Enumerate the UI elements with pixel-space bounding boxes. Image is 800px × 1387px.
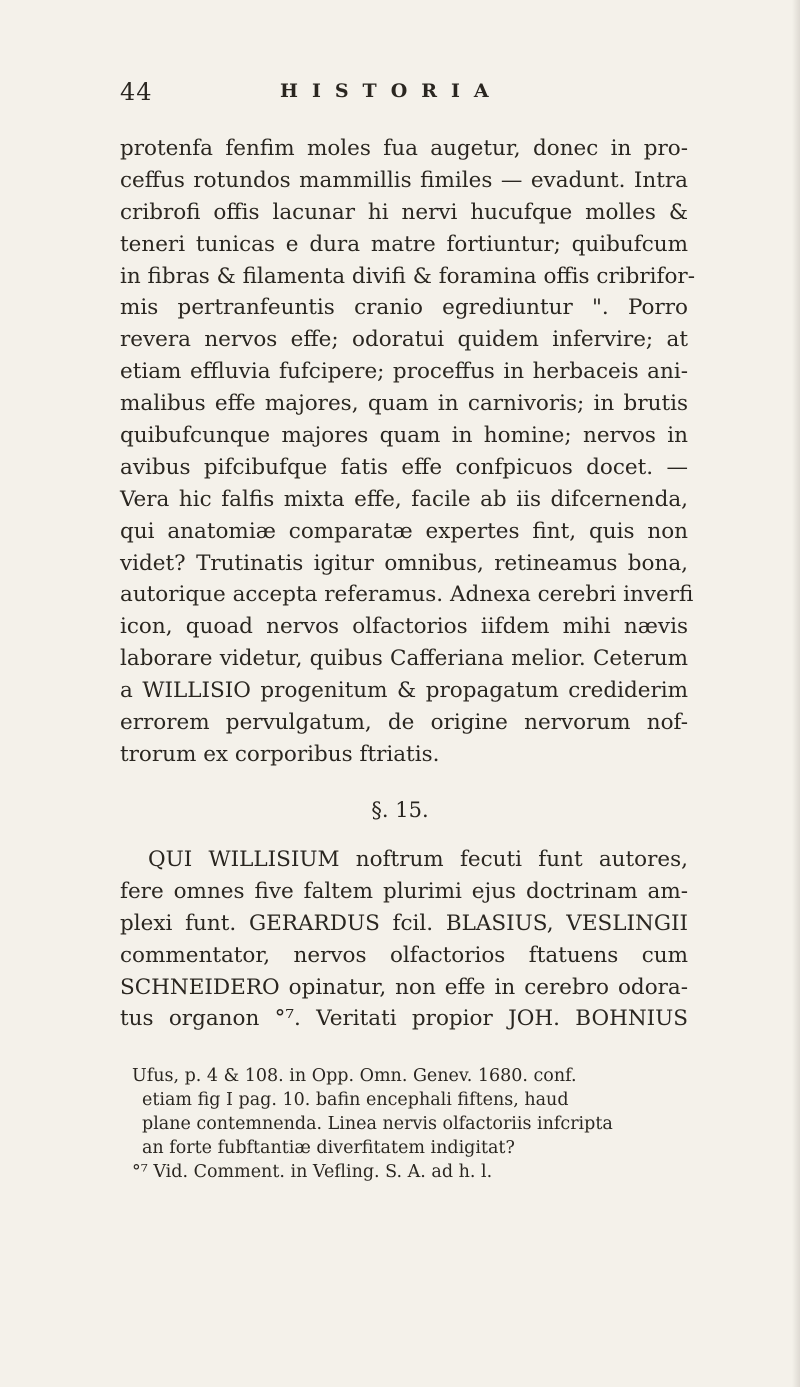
text-line: etiam effluvia fufcipere; proceffus in herbaceis ani- xyxy=(120,359,688,385)
text-line: avibus pifcibufque fatis effe confpicuos docet. — xyxy=(120,454,688,480)
text-line: tus organon °⁷. Veritati propior JOH. BOHNIUS xyxy=(120,1006,688,1032)
text-line: protenfa fenfim moles fua augetur, donec in pro- xyxy=(120,136,688,161)
text-line: icon, quoad nervos olfactorios iifdem mihi nævis xyxy=(120,614,688,640)
text-line: in fibras & filamenta divifi & foramina offis cribrifor- xyxy=(120,263,695,289)
footnotes xyxy=(132,1064,692,1184)
page-number: 44 xyxy=(120,78,153,106)
page-header xyxy=(120,78,680,108)
text-line: malibus effe majores, quam in carnivoris; in brutis xyxy=(120,391,688,417)
footnote-line: plane contemnenda. Linea nervis olfactoriis infcripta xyxy=(142,1114,613,1134)
text-line: commentator, nervos olfactorios ftatuens cum xyxy=(120,942,688,968)
paragraph-section-15 xyxy=(120,844,688,1035)
text-line: plexi funt. GERARDUS fcil. BLASIUS, VESLINGII xyxy=(120,910,688,936)
running-head: HISTORIA xyxy=(280,80,503,102)
text-line: fere omnes five faltem plurimi ejus doctrinam am- xyxy=(120,878,688,904)
text-line: trorum ex corporibus ftriatis. xyxy=(120,741,440,767)
text-line: teneri tunicas e dura matre fortiuntur; quibufcum xyxy=(120,231,688,257)
text-line: a WILLISIO progenitum & propagatum crediderim xyxy=(120,678,688,704)
section-heading: §. 15. xyxy=(371,798,429,822)
page-edge-shadow xyxy=(792,0,800,1387)
footnote-line: an forte fubftantiæ diverfitatem indigitat? xyxy=(142,1138,515,1158)
footnote-line: Ufus, p. 4 & 108. in Opp. Omn. Genev. 1680. conf. xyxy=(132,1066,577,1086)
text-line: cribrofi offis lacunar hi nervi hucufque molles & xyxy=(120,199,688,225)
text-line: SCHNEIDERO opinatur, non effe in cerebro odora- xyxy=(120,974,688,1000)
text-line: revera nervos effe; odoratui quidem infervire; at xyxy=(120,327,688,353)
text-line: laborare videtur, quibus Cafferiana melior. Ceterum xyxy=(120,646,688,672)
text-line: qui anatomiæ comparatæ expertes fint, quis non xyxy=(120,518,688,544)
footnote-line: etiam fig I pag. 10. bafin encephali fiftens, haud xyxy=(142,1090,569,1110)
text-line: Vera hic falfis mixta effe, facile ab iis difcernenda, xyxy=(120,486,688,512)
text-line: mis pertranfeuntis cranio egrediuntur ". Porro xyxy=(120,295,688,321)
text-line: autorique accepta referamus. Adnexa cerebri inverfi xyxy=(120,582,694,608)
text-line: videt? Trutinatis igitur omnibus, retineamus bona, xyxy=(120,550,688,576)
text-line: ceffus rotundos mammillis fimiles — evadunt. Intra xyxy=(120,167,688,193)
text-line: QUI WILLISIUM noftrum fecuti funt autores, xyxy=(148,847,688,872)
text-line: quibufcunque majores quam in homine; nervos in xyxy=(120,423,688,449)
text-line: errorem pervulgatum, de origine nervorum nof- xyxy=(120,710,688,736)
paragraph-main xyxy=(120,133,695,771)
footnote-line: °⁷ Vid. Comment. in Vefling. S. A. ad h. l. xyxy=(132,1162,493,1182)
